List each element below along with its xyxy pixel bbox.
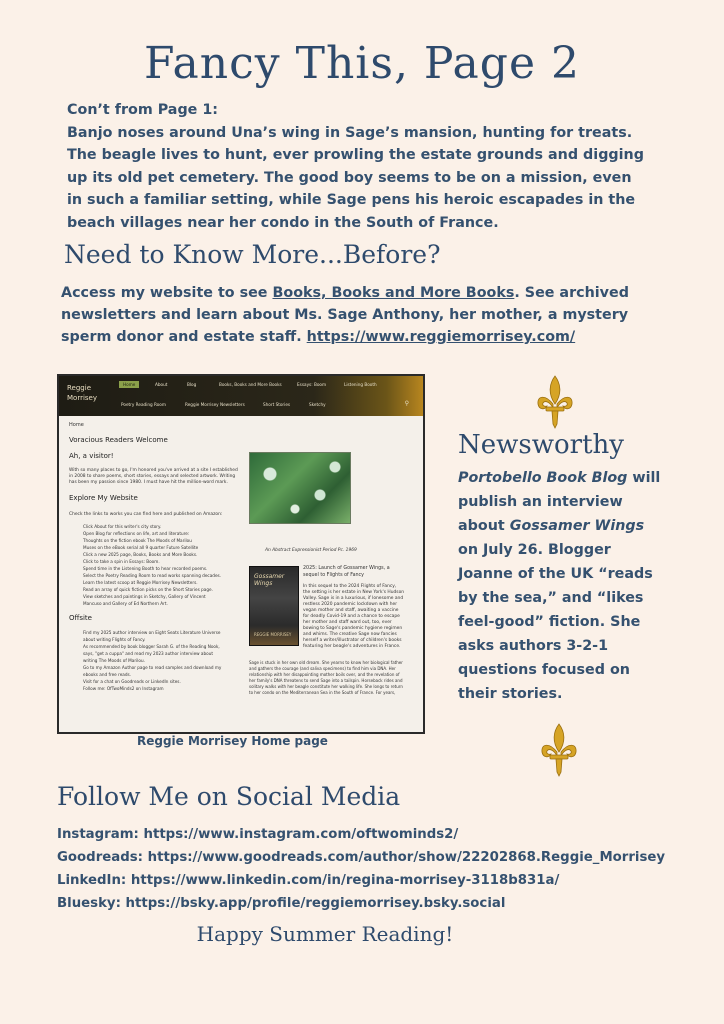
news-line: on July 26. Blogger bbox=[458, 542, 611, 558]
fleur-de-lis-icon bbox=[539, 722, 579, 778]
goodreads-link[interactable]: Goodreads: https://www.goodreads.com/author/show/22202868.Reggie_Morrisey bbox=[57, 850, 666, 865]
website-screenshot bbox=[57, 374, 425, 734]
news-line: Joanne of the UK “reads bbox=[458, 566, 653, 582]
launch-line: her mother and staff ward out, too, ever bbox=[303, 620, 392, 625]
book-name: Gossamer Wings bbox=[509, 518, 645, 534]
list-item: Learn the latest scoop at Reggie Morrisey Newsletters. bbox=[83, 580, 198, 585]
bluesky-link[interactable]: Bluesky: https://bsky.app/profile/reggiemorrisey.bsky.social bbox=[57, 896, 506, 911]
know-more-pre: Access my website to see bbox=[61, 285, 273, 301]
search-icon[interactable]: ⚲ bbox=[404, 400, 409, 407]
instagram-link[interactable]: Instagram: https://www.instagram.com/oftwominds2/ bbox=[57, 827, 459, 842]
breadcrumb: Home bbox=[69, 422, 84, 428]
know-more-heading: Need to Know More...Before? bbox=[64, 240, 441, 269]
bottom-line: to her condo on the Mediterranean Sea in the South of France. For years, bbox=[249, 690, 396, 695]
book-cover-title: Gossamer Wings bbox=[254, 573, 285, 587]
painting-caption: An Abstract Expressionist Period Pc. 1969 bbox=[265, 548, 357, 553]
intro-line: Banjo noses around Una’s wing in Sage’s mansion, hunting for treats. bbox=[67, 124, 633, 141]
newsworthy-text bbox=[458, 466, 688, 706]
intro-line: The beagle lives to hunt, ever prowling the estate grounds and digging bbox=[67, 147, 644, 163]
site-intro-line: has been my passion since 1980. I must have hit the million-word mark. bbox=[69, 480, 228, 485]
social-links bbox=[57, 823, 665, 915]
bottom-line: relationship with her disappointing mother boils over, and the revelation of bbox=[249, 672, 400, 677]
site-body bbox=[59, 416, 423, 732]
intro-text bbox=[67, 99, 667, 234]
nav-about[interactable]: About bbox=[155, 382, 168, 387]
launch-line: featuring her beagle's adventures in France. bbox=[303, 644, 401, 649]
list-item: Mancuso and Gallery of Ed Northern Art. bbox=[83, 601, 168, 606]
news-line: their stories. bbox=[458, 686, 563, 702]
launch-line: for deadly Covid-19 and a chance to escape bbox=[303, 614, 400, 619]
site-intro-line: With so many places to go, I'm honored you've arrived at a site I established bbox=[69, 468, 238, 473]
nav-blog[interactable]: Blog bbox=[187, 382, 197, 387]
list-item: Click to take a spin in Essays: Boom. bbox=[83, 559, 160, 564]
launch-sub: sequel to Flights of Fancy bbox=[303, 573, 365, 578]
site-h2: Ah, a visitor! bbox=[69, 452, 114, 460]
bottom-line: Sage is stuck in her own old dream. She yearns to know her biological father bbox=[249, 660, 403, 665]
list-item: Spend time in the Listening Booth to hear recorded poems. bbox=[83, 566, 208, 571]
bottom-line: and gathers the courage (and saliva specimens) to find him via DNA. Her bbox=[249, 666, 396, 671]
linkedin-link[interactable]: LinkedIn: https://www.linkedin.com/in/regina-morrisey-3118b831a/ bbox=[57, 873, 560, 888]
nav-essays[interactable]: Essays: Boom bbox=[297, 382, 327, 387]
list-item: Thoughts on the fiction ebook The Moods of Marilou bbox=[83, 538, 192, 543]
know-more-text bbox=[61, 282, 681, 348]
launch-title: 2025: Launch of Gossamer Wings, a bbox=[303, 566, 390, 571]
nav-poetry[interactable]: Poetry Reading Room bbox=[121, 402, 166, 407]
bottom-line: solitary walks with her beagle constitute her walking life. She longs to return bbox=[249, 684, 403, 689]
news-line: questions focused on bbox=[458, 662, 630, 678]
launch-line: and whims. The creative Sage now fancies bbox=[303, 632, 397, 637]
news-line: about bbox=[458, 518, 510, 534]
intro-line: in such a familiar setting, while Sage pens his heroic escapades in the bbox=[67, 192, 636, 208]
nav-sketchy[interactable]: Sketchy bbox=[309, 402, 326, 407]
list-item: Open Blog for reflections on life, art and literature: bbox=[83, 531, 190, 536]
list-item: As recommended by book blogger Sarah G. of the Reading Nook, bbox=[83, 644, 220, 649]
list-item: Go to my Amazon Author page to read samples and download my bbox=[83, 665, 222, 670]
launch-line: In this sequel to the 2024 Flights of Fancy, bbox=[303, 584, 397, 589]
site-intro-line: in 2008 to share poems, short stories, essays and selected artwork. Writing bbox=[69, 474, 236, 479]
news-line: by the sea,” and “likes bbox=[458, 590, 644, 606]
news-line: feel-good” fiction. She bbox=[458, 614, 641, 630]
website-link[interactable]: https://www.reggiemorrisey.com/ bbox=[306, 329, 576, 345]
list-item: ebooks and free reads. bbox=[83, 672, 132, 677]
news-line: will bbox=[627, 470, 661, 486]
list-item: View sketches and paintings in Sketchy, Gallery of Vincent bbox=[83, 594, 206, 599]
list-item: Click a new 2025 page, Books, Books and More Books. bbox=[83, 552, 198, 557]
site-h3: Explore My Website bbox=[69, 494, 138, 502]
know-more-line3: sperm donor and estate staff. bbox=[61, 329, 307, 345]
blog-name: Portobello Book Blog bbox=[458, 470, 628, 486]
page-title: Fancy This, Page 2 bbox=[144, 38, 580, 89]
site-logo: Reggie Morrisey bbox=[67, 384, 97, 402]
launch-line: herself a writer/illustrator of children's books bbox=[303, 638, 402, 643]
list-item: Find my 2025 author interview on Eight Seats Literature Universe bbox=[83, 630, 221, 635]
screenshot-caption: Reggie Morrisey Home page bbox=[137, 734, 328, 748]
list-item: writing The Moods of Marilou. bbox=[83, 658, 145, 663]
list-item: says, "get a cuppa" and read my 2023 author interview about bbox=[83, 651, 213, 656]
news-line: asks authors 3-2-1 bbox=[458, 638, 609, 654]
nav-home[interactable]: Home bbox=[119, 381, 139, 388]
list-item: about writing Flights of Fancy. bbox=[83, 637, 146, 642]
nav-books[interactable]: Books, Books and More Books bbox=[219, 382, 282, 387]
site-h4: Offsite bbox=[69, 614, 92, 622]
know-more-line2: newsletters and learn about Ms. Sage Anthony, her mother, a mystery bbox=[61, 307, 629, 323]
list-item: Select the Poetry Reading Room to read works spanning decades. bbox=[83, 573, 222, 578]
bottom-line: her family's DNA threatens to send Sage into a tailspin. Horseback rides and bbox=[249, 678, 403, 683]
list-item: Visit for a chat on Goodreads or LinkedIn sites. bbox=[83, 679, 181, 684]
abstract-painting bbox=[249, 452, 351, 524]
newsworthy-heading: Newsworthy bbox=[458, 430, 624, 460]
intro-line: beach villages near her condo in the South of France. bbox=[67, 214, 499, 231]
know-more-post: . See archived bbox=[514, 285, 629, 301]
launch-line: Valley. Sage is in a luxurious, if lonesome and bbox=[303, 596, 404, 601]
nav-short-stories[interactable]: Short Stories bbox=[263, 402, 291, 407]
list-item: Follow me: OfTwoMinds2 on Instagram bbox=[83, 686, 164, 691]
nav-listening[interactable]: Listening Booth bbox=[344, 382, 377, 387]
news-line: publish an interview bbox=[458, 494, 623, 510]
launch-line: vegan mother and staff, awaiting a vaccine bbox=[303, 608, 399, 613]
site-h1: Voracious Readers Welcome bbox=[69, 436, 168, 444]
list-item: Muses on the eBook serial all 9 quarter Future Satellite bbox=[83, 545, 199, 550]
site-nav bbox=[59, 376, 423, 416]
book-cover-author: REGGIE MORRISEY bbox=[254, 632, 292, 637]
list-item: Click About for this writer's city story. bbox=[83, 524, 162, 529]
launch-line: the setting is her estate in New York's Hudson bbox=[303, 590, 405, 595]
launch-line: restless 2020 pandemic lockdown with her bbox=[303, 602, 398, 607]
social-heading: Follow Me on Social Media bbox=[57, 782, 401, 811]
intro-lead: Con’t from Page 1: bbox=[67, 102, 219, 118]
list-item: Read an array of quick fiction picks on the Short Stories page. bbox=[83, 587, 213, 592]
closing-text: Happy Summer Reading! bbox=[196, 922, 454, 946]
launch-line: bowing to Sage's pandemic hygiene regimen bbox=[303, 626, 403, 631]
intro-line: up its old pet cemetery. The good boy seems to be on a mission, even bbox=[67, 169, 632, 186]
nav-newsletters[interactable]: Reggie Morrisey Newsletters bbox=[185, 402, 245, 407]
fleur-de-lis-icon bbox=[535, 374, 575, 430]
book-cover bbox=[249, 566, 299, 646]
site-check: Check the links to works you can find here and published on Amazon: bbox=[69, 512, 223, 517]
books-link[interactable]: Books, Books and More Books bbox=[272, 285, 515, 301]
